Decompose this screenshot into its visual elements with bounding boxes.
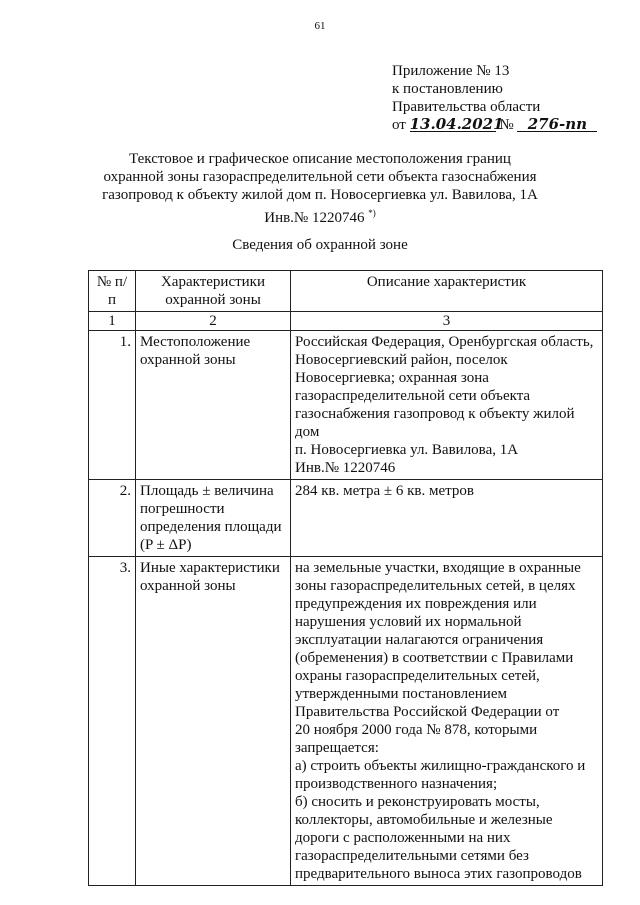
description-line: Российская Федерация, Оренбургская область,	[295, 334, 594, 350]
row-description	[291, 557, 603, 886]
row-description	[291, 331, 603, 480]
table-row	[89, 557, 603, 886]
description-line: газораспределительными сетями без	[295, 848, 529, 864]
description-line: дороги с расположенными на них	[295, 830, 511, 846]
description-line: 284 кв. метра ± 6 кв. метров	[295, 483, 474, 499]
section-subtitle: Сведения об охранной зоне	[232, 237, 408, 253]
description-line: газоснабжения газопровод к объекту жилой дом	[295, 406, 575, 440]
appendix-from-label: от	[392, 117, 406, 133]
zone-info-table	[88, 270, 603, 886]
description-line: а) строить объекты жилищно-гражданского и	[295, 758, 586, 774]
title-line-3: газопровод к объекту жилой дом п. Новосергиевка ул. Вавилова, 1А	[102, 187, 538, 203]
row-characteristic: Местоположение охранной зоны	[136, 331, 291, 480]
title-line-4: Инв.№ 1220746	[264, 210, 365, 226]
numbering-cell-3: 3	[291, 312, 603, 331]
row-number: 3.	[89, 557, 136, 886]
title-line-4-wrap	[0, 204, 640, 227]
description-line: эксплуатации налагаются ограничения	[295, 632, 544, 648]
row-characteristic: Площадь ± величина погрешности определения площади (P ± ΔP)	[136, 480, 291, 557]
row-characteristic: Иные характеристики охранной зоны	[136, 557, 291, 886]
row-number: 1.	[89, 331, 136, 480]
handwritten-number: 276-пп	[517, 117, 597, 132]
page-number: 61	[314, 20, 326, 32]
table-row	[89, 331, 603, 480]
description-line: Новосергиевка; охранная зона	[295, 370, 489, 386]
description-line: нарушения условий их нормальной	[295, 614, 522, 630]
table-row	[89, 480, 603, 557]
description-line: б) сносить и реконструировать мосты,	[295, 794, 540, 810]
header-number: № п/п	[89, 271, 136, 312]
appendix-block	[392, 62, 597, 134]
description-line: зоны газораспределительных сетей, в целях	[295, 578, 576, 594]
appendix-number-label: №	[499, 117, 514, 133]
title-footnote-mark: *)	[368, 208, 376, 218]
numbering-cell-2: 2	[136, 312, 291, 331]
description-line: п. Новосергиевка ул. Вавилова, 1А	[295, 442, 519, 458]
description-line: предупреждения их повреждения или	[295, 596, 537, 612]
row-number: 2.	[89, 480, 136, 557]
appendix-line-2: к постановлению	[392, 81, 503, 97]
table-header-row	[89, 271, 603, 312]
description-line: предварительного выноса этих газопроводов	[295, 866, 582, 882]
row-description	[291, 480, 603, 557]
header-characteristic: Характеристики охранной зоны	[136, 271, 291, 312]
description-line: газораспределительной сети объекта	[295, 388, 531, 404]
header-description: Описание характеристик	[291, 271, 603, 312]
appendix-date-line	[392, 116, 597, 134]
table-numbering-row	[89, 312, 603, 331]
appendix-line-1: Приложение № 13	[392, 63, 510, 79]
description-line: Правительства Российской Федерации от	[295, 704, 560, 720]
description-line: 20 ноября 2000 года № 878, которыми	[295, 722, 538, 738]
description-line: на земельные участки, входящие в охранные	[295, 560, 581, 576]
description-line: запрещается:	[295, 740, 379, 756]
title-line-2: охранной зоны газораспределительной сети объекта газоснабжения	[103, 169, 537, 185]
handwritten-date: 13.04.2021	[409, 115, 504, 133]
description-line: Новосергиевский район, поселок	[295, 352, 508, 368]
description-line: утвержденными постановлением	[295, 686, 507, 702]
description-line: производственного назначения;	[295, 776, 498, 792]
description-line: охраны газораспределительных сетей,	[295, 668, 540, 684]
description-line: Инв.№ 1220746	[295, 460, 396, 476]
document-title	[0, 150, 640, 227]
numbering-cell-1: 1	[89, 312, 136, 331]
title-line-1: Текстовое и графическое описание местоположения границ	[129, 151, 511, 167]
description-line: коллекторы, автомобильные и железные	[295, 812, 553, 828]
description-line: (обременения) в соответствии с Правилами	[295, 650, 574, 666]
appendix-line-3: Правительства области	[392, 99, 541, 115]
